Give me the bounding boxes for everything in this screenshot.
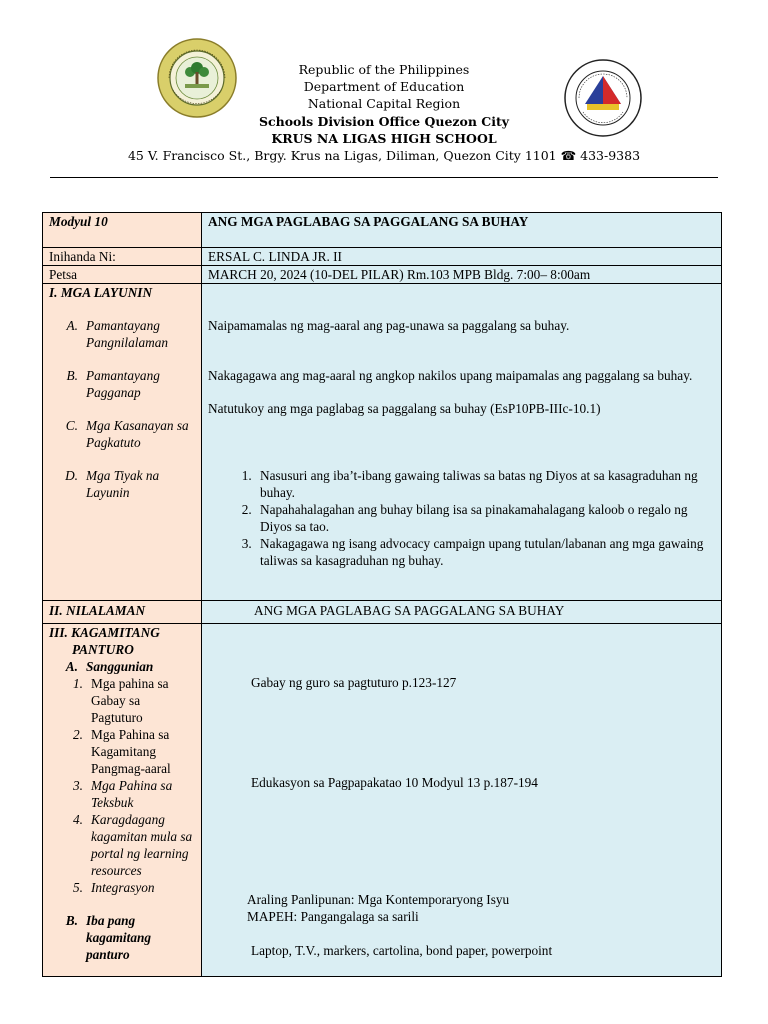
- layunin-d-label: Mga Tiyak na Layunin: [86, 468, 160, 500]
- layunin-heading: I. MGA LAYUNIN: [49, 285, 153, 300]
- iba-pang-kagamitan-label: Iba pang kagamitang panturo: [86, 913, 152, 962]
- sanggunian-item-label: Karagdagang kagamitan mula sa portal ng learning resources: [91, 812, 193, 878]
- layunin-c-marker: C.: [65, 418, 78, 433]
- tiyak-layunin-item: 2. Napahahalagahan ang buhay bilang isa sa pinakamahalagang kaloob o regalo ng Diyos sa tao.: [255, 501, 715, 535]
- layunin-a-marker: A.: [66, 318, 78, 333]
- integrasyon-value-1: Araling Panlipunan: Mga Kontemporaryong Isyu: [247, 892, 510, 907]
- layunin-a-value: Naipamamalas ng mag-aaral ang pag-unawa sa paggalang sa buhay.: [208, 318, 570, 333]
- header-address: 45 V. Francisco St., Brgy. Krus na Ligas, Diliman, Quezon City 1101 ☎ 433-9383: [127, 148, 641, 164]
- modyul-row: [43, 213, 722, 248]
- sanggunian-item: [49, 777, 195, 811]
- layunin-row: [43, 284, 722, 601]
- teksbuk-value: Edukasyon sa Pagpapakatao 10 Modyul 13 p.187-194: [251, 775, 538, 790]
- nilalaman-label: II. NILALAMAN: [43, 601, 202, 624]
- layunin-b-label: Pamantayang Pagganap: [86, 368, 160, 400]
- inihanda-value: ERSAL C. LINDA JR. II: [202, 248, 722, 266]
- layunin-c-value: Natutukoy ang mga paglabag sa paggalang sa buhay (EsP10PB-IIIc-10.1): [208, 401, 601, 416]
- sanggunian-item-label: Mga Pahina sa Kagamitang Pangmag-aaral: [91, 727, 171, 776]
- layunin-d: [49, 467, 195, 501]
- lesson-plan-table: [42, 212, 722, 977]
- sanggunian-item-marker: 4.: [73, 812, 83, 827]
- sanggunian-item-label: Mga Pahina sa Teksbuk: [91, 778, 173, 810]
- gabay-value: Gabay ng guro sa pagtuturo p.123-127: [251, 675, 457, 690]
- layunin-a-label: Pamantayang Pangnilalaman: [86, 318, 168, 350]
- sanggunian: [49, 658, 195, 675]
- header-region: National Capital Region: [307, 96, 461, 112]
- kagamitan-row: [43, 624, 722, 977]
- tiyak-layunin-item: 3. Nakagagawa ng isang advocacy campaign upang tutulan/labanan ang mga gawaing taliwas sa kasagraduhan ng buhay.: [255, 535, 715, 569]
- modyul-title: ANG MGA PAGLABAG SA PAGGALANG SA BUHAY: [202, 213, 722, 248]
- layunin-c-label: Mga Kasanayan sa Pagkatuto: [86, 418, 189, 450]
- sanggunian-item-marker: 2.: [73, 727, 83, 742]
- layunin-labels: [43, 284, 202, 601]
- modyul-label: Modyul 10: [43, 213, 202, 248]
- layunin-b-marker: B.: [66, 368, 78, 383]
- sanggunian-item: [49, 726, 195, 777]
- sanggunian-item-label: Integrasyon: [91, 880, 155, 895]
- sanggunian-item-marker: 1.: [73, 676, 83, 691]
- layunin-a: [49, 317, 195, 351]
- header-department: Department of Education: [303, 79, 465, 95]
- kagamitan-labels: [43, 624, 202, 977]
- inihanda-label: Inihanda Ni:: [43, 248, 202, 266]
- kagamitan-values: [202, 624, 722, 977]
- petsa-row: [43, 266, 722, 284]
- nilalaman-value: ANG MGA PAGLABAG SA PAGGALANG SA BUHAY: [202, 601, 722, 624]
- petsa-value: MARCH 20, 2024 (10-DEL PILAR) Rm.103 MPB Bldg. 7:00– 8:00am: [202, 266, 722, 284]
- integrasyon-value-2: MAPEH: Pangangalaga sa sarili: [247, 909, 419, 924]
- inihanda-row: [43, 248, 722, 266]
- layunin-c: [49, 417, 195, 451]
- layunin-b-value: Nakagagawa ang mag-aaral ng angkop nakilos upang maipamalas ang paggalang sa buhay.: [208, 368, 693, 383]
- header-republic: Republic of the Philippines: [298, 62, 470, 77]
- sanggunian-item-marker: 3.: [73, 778, 83, 793]
- iba-pang-kagamitan: [49, 912, 195, 963]
- sanggunian-marker: A.: [65, 659, 78, 674]
- iba-pang-kagamitan-value: Laptop, T.V., markers, cartolina, bond paper, powerpoint: [251, 943, 553, 958]
- layunin-values: [202, 284, 722, 601]
- tiyak-layunin-list: [208, 467, 715, 569]
- kagamitan-heading-2: PANTURO: [72, 642, 134, 657]
- sanggunian-item: [49, 675, 195, 726]
- nilalaman-row: [43, 601, 722, 624]
- sanggunian-label: Sanggunian: [86, 659, 154, 674]
- sanggunian-item: [49, 879, 195, 896]
- header-school-name: KRUS NA LIGAS HIGH SCHOOL: [271, 130, 497, 146]
- header-divider: [50, 177, 718, 178]
- kagamitan-heading: III. KAGAMITANG: [49, 625, 160, 640]
- tiyak-layunin-item: 1. Nasusuri ang iba’t-ibang gawaing taliwas sa batas ng Diyos at sa kasagraduhan ng buhay.: [255, 467, 715, 501]
- sanggunian-item: [49, 811, 195, 879]
- layunin-d-marker: D.: [65, 468, 78, 483]
- layunin-b: [49, 367, 195, 401]
- document-header: [0, 0, 768, 185]
- sanggunian-item-marker: 5.: [73, 880, 83, 895]
- header-division: Schools Division Office Quezon City: [258, 113, 510, 129]
- petsa-label: Petsa: [43, 266, 202, 284]
- iba-pang-kagamitan-marker: B.: [65, 913, 78, 928]
- header-address-block: [0, 61, 768, 164]
- sanggunian-item-label: Mga pahina sa Gabay sa Pagtuturo: [91, 676, 169, 725]
